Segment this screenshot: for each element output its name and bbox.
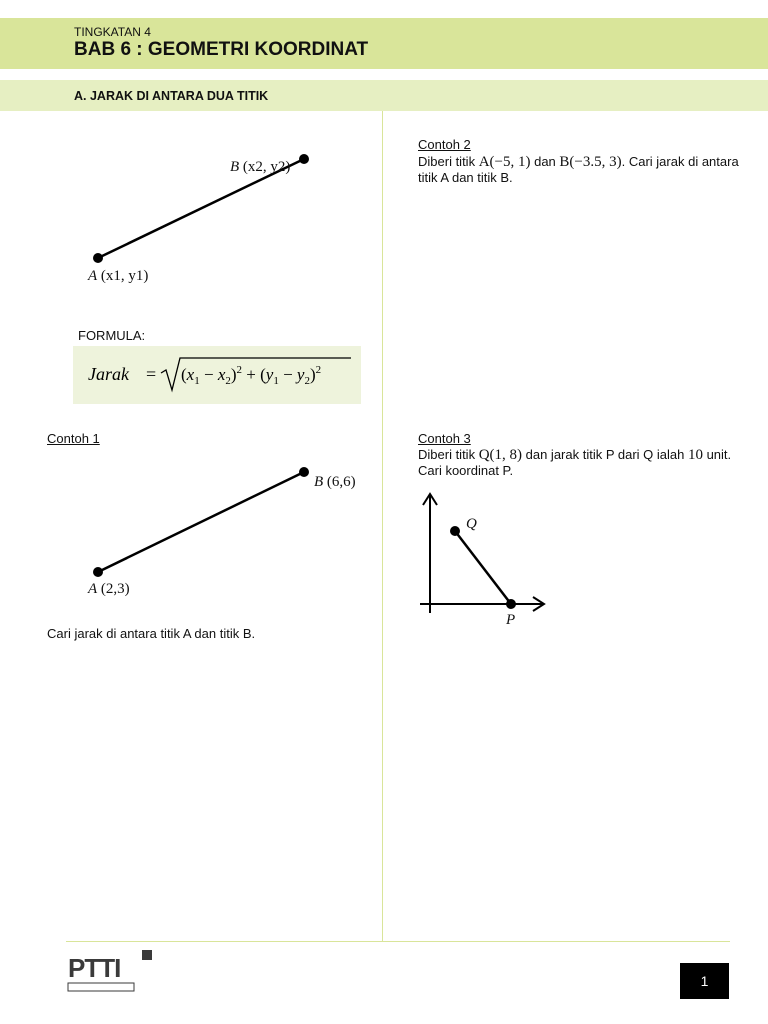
page-header — [0, 18, 768, 69]
point-p-dot — [506, 599, 516, 609]
svg-text:=: = — [146, 364, 157, 384]
general-point-b-label: B (x2, y2) — [230, 159, 291, 175]
formula-name: Jarak — [88, 364, 129, 384]
formula-box — [73, 346, 361, 404]
logo-text: PTTI — [68, 953, 121, 983]
segment-qp — [455, 531, 511, 604]
point-q-dot — [450, 526, 460, 536]
svg-text:(x1 − x2)2 + (y1 − y2)2: $(x_1 - x_2)^2 + (y_1 - y_2)^2$ — [181, 364, 322, 387]
page-number: 1 — [680, 963, 729, 999]
example3-label-p: P — [506, 612, 516, 628]
section-bar — [0, 80, 768, 111]
general-point-a-label: A (x1, y1) — [88, 268, 149, 284]
example1-heading: Contoh 1 — [47, 431, 100, 446]
footer-divider — [66, 941, 730, 942]
point-a-dot — [93, 253, 103, 263]
example1-point-b-dot — [299, 467, 309, 477]
example3-heading: Contoh 3 — [418, 431, 471, 446]
ptti-logo — [68, 948, 158, 1003]
example1-segment — [98, 472, 304, 572]
section-title: A. JARAK DI ANTARA DUA TITIK — [74, 89, 269, 103]
example3-axes-diagram — [418, 488, 558, 628]
example3-text: Diberi titik Q(1, 8) dan jarak titik P dari Q ialah 10 unit. Cari koordinat P. — [418, 447, 732, 478]
example1-point-a-label: A (2,3) — [88, 581, 130, 597]
formula-label: FORMULA: — [78, 328, 146, 343]
chapter-title: BAB 6 : GEOMETRI KOORDINAT — [74, 39, 369, 60]
distance-formula — [73, 346, 361, 404]
column-divider — [382, 111, 383, 941]
example2-heading: Contoh 2 — [418, 137, 471, 152]
example2-text: Diberi titik A(−5, 1) dan B(−3.5, 3). Cari jarak di antara titik A dan titik B. — [418, 154, 739, 185]
example1-question: Cari jarak di antara titik A dan titik B. — [47, 626, 256, 641]
point-b-dot — [299, 154, 309, 164]
example1-point-b-label: B (6,6) — [314, 474, 356, 490]
form-label: TINGKATAN 4 — [74, 25, 151, 39]
example3-label-q: Q — [466, 516, 477, 532]
example1-point-a-dot — [93, 567, 103, 577]
example1-line-diagram — [90, 462, 330, 582]
